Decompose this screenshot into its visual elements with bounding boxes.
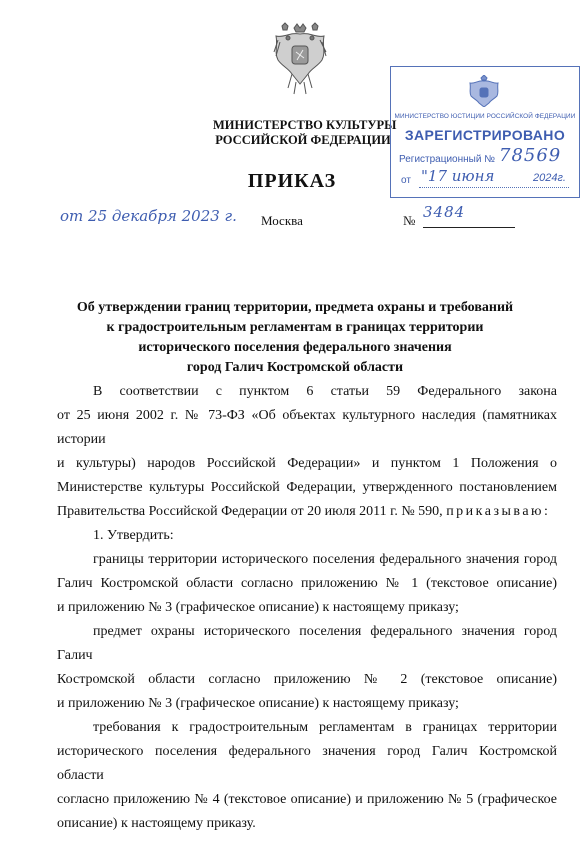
document-title (50, 298, 540, 378)
document-body (57, 380, 557, 836)
text-line: исторического поселения федерального значения город Галич Костромской области (57, 744, 557, 783)
text-line: и приложению № 3 (графическое описание) к настоящему приказу; (57, 696, 459, 711)
text-line: В соответствии с пунктом 6 статьи 59 Федерального закона (93, 384, 557, 399)
russian-coat-of-arms-icon (270, 22, 330, 96)
paragraph-line (57, 404, 557, 452)
paragraph-item-1: 1. Утвердить: (93, 528, 174, 543)
number-underline (423, 227, 515, 228)
stamp-emblem-icon (467, 75, 501, 107)
stamp-date-label: от (401, 175, 411, 186)
paragraph-line (57, 476, 557, 500)
title-line: к градостроительным регламентам в границах территории (106, 320, 484, 335)
text-line: границы территории исторического поселения федерального значения город (93, 552, 557, 567)
text-line: Правительства Российской Федерации от 20 июля 2011 г. № 590, (57, 504, 443, 519)
text-line: требования к градостроительным регламентам в границах территории (93, 720, 557, 735)
text-line: и приложению № 3 (графическое описание) к настоящему приказу; (57, 600, 459, 615)
paragraph-line (57, 548, 557, 572)
stamp-status: ЗАРЕГИСТРИРОВАНО (404, 127, 566, 143)
document-number-label: № (403, 213, 416, 228)
text-line: согласно приложению № 4 (текстовое описание) и приложению № 5 (графическое (57, 792, 557, 807)
document-type: ПРИКАЗ (247, 170, 337, 192)
stamp-reg-number: 78569 (499, 145, 562, 166)
ministry-line-1: МИНИСТЕРСТВО КУЛЬТУРЫ (213, 118, 397, 132)
text-line: от 25 июня 2002 г. № 73-ФЗ «Об объектах культурного наследия (памятниках истории (57, 408, 557, 447)
paragraph-line (57, 596, 557, 620)
paragraph-preamble (57, 380, 557, 404)
text-line: предмет охраны исторического поселения федерального значения город Галич (57, 624, 557, 663)
document-city: Москва (261, 213, 303, 228)
paragraph-line (57, 716, 557, 740)
title-line: исторического поселения федерального значения (138, 340, 452, 355)
stamp-year: 2024г. (533, 172, 566, 184)
ministry-header (213, 118, 397, 148)
paragraph-line (57, 452, 557, 476)
stamp-organization: МИНИСТЕРСТВО ЮСТИЦИИ РОССИЙСКОЙ ФЕДЕРАЦИИ (394, 113, 576, 120)
text-line: Костромской области согласно приложению № 2 (текстовое описание) (57, 672, 557, 687)
text-line: Министерстве культуры Российской Федерации, утвержденного постановлением (57, 480, 557, 495)
text-line: и культуры) народов Российской Федерации» и пунктом 1 Положения о (57, 456, 557, 471)
paragraph-line (57, 812, 557, 836)
paragraph-line (57, 788, 557, 812)
stamp-date-value: "17 июня (421, 167, 495, 185)
paragraph-line (57, 692, 557, 716)
paragraph-line (57, 500, 557, 524)
ministry-line-2: РОССИЙСКОЙ ФЕДЕРАЦИИ (215, 133, 391, 147)
title-line: город Галич Костромской области (186, 360, 404, 375)
paragraph-line (57, 620, 557, 668)
document-number: 3484 (423, 203, 466, 221)
paragraph-line (57, 740, 557, 788)
order-word: приказываю: (446, 504, 551, 519)
stamp-reg-label: Регистрационный № (399, 154, 495, 165)
text-line: описание) к настоящему приказу. (57, 816, 256, 831)
text-line: Галич Костромской области согласно приложению № 1 (текстовое описание) (57, 576, 557, 591)
paragraph-line (57, 572, 557, 596)
title-line: Об утверждении границ территории, предмета охраны и требований (76, 300, 514, 315)
document-date: от 25 декабря 2023 г. (60, 207, 237, 225)
paragraph-line (57, 668, 557, 692)
